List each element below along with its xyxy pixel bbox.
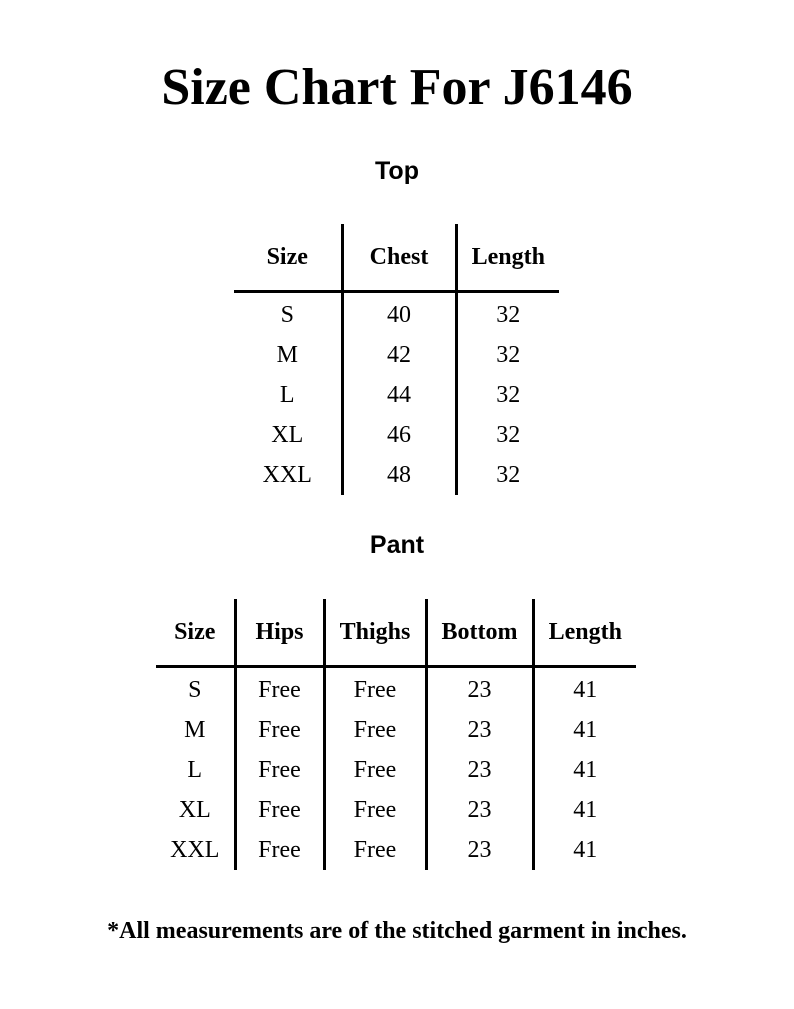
- hips-cell: Free: [235, 790, 324, 830]
- size-cell: L: [187, 756, 203, 783]
- measurement-note: *All measurements are of the stitched garment in inches.: [107, 918, 687, 944]
- length-cell: 32: [456, 292, 559, 336]
- thighs-cell: Free: [324, 790, 426, 830]
- top-size-table: [234, 224, 559, 495]
- chest-cell: 46: [342, 415, 456, 455]
- size-cell: L: [279, 381, 295, 408]
- bottom-cell: 23: [426, 790, 533, 830]
- pant-section-heading: Pant: [369, 531, 425, 559]
- length-cell: 41: [533, 710, 636, 750]
- table-header-row: [234, 224, 559, 292]
- thighs-cell: Free: [324, 750, 426, 790]
- chest-cell: 48: [342, 455, 456, 495]
- length-cell: 32: [456, 415, 559, 455]
- table-row: [156, 710, 636, 750]
- table-row: [234, 415, 559, 455]
- length-cell: 32: [456, 335, 559, 375]
- length-cell: 41: [533, 750, 636, 790]
- table-row: [156, 830, 636, 870]
- table-row: [156, 667, 636, 711]
- length-cell: 41: [533, 667, 636, 711]
- thighs-cell: Free: [324, 667, 426, 711]
- column-header-size: Size: [156, 599, 235, 667]
- column-header-size: Size: [234, 224, 342, 292]
- chest-cell: 42: [342, 335, 456, 375]
- thighs-cell: Free: [324, 710, 426, 750]
- top-section-heading: Top: [375, 157, 419, 185]
- hips-cell: Free: [235, 750, 324, 790]
- length-cell: 41: [533, 790, 636, 830]
- column-header-chest: Chest: [342, 224, 456, 292]
- size-cell: XL: [271, 421, 304, 448]
- length-cell: 32: [456, 375, 559, 415]
- column-header-bottom: Bottom: [426, 599, 533, 667]
- table-header-row: [156, 599, 636, 667]
- thighs-cell: Free: [324, 830, 426, 870]
- bottom-cell: 23: [426, 750, 533, 790]
- chest-cell: 40: [342, 292, 456, 336]
- bottom-cell: 23: [426, 710, 533, 750]
- page-title: Size Chart For J6146: [161, 59, 633, 116]
- size-cell: XL: [178, 796, 211, 823]
- bottom-cell: 23: [426, 830, 533, 870]
- length-cell: 41: [533, 830, 636, 870]
- hips-cell: Free: [235, 710, 324, 750]
- size-cell: S: [188, 676, 202, 703]
- hips-cell: Free: [235, 830, 324, 870]
- bottom-cell: 23: [426, 667, 533, 711]
- length-cell: 32: [456, 455, 559, 495]
- table-row: [156, 750, 636, 790]
- table-row: [234, 455, 559, 495]
- size-cell: M: [184, 716, 206, 743]
- size-cell: XXL: [170, 836, 220, 863]
- column-header-length: Length: [456, 224, 559, 292]
- column-header-thighs: Thighs: [324, 599, 426, 667]
- table-row: [234, 375, 559, 415]
- table-row: [234, 335, 559, 375]
- column-header-hips: Hips: [235, 599, 324, 667]
- column-header-length: Length: [533, 599, 636, 667]
- table-row: [234, 292, 559, 336]
- table-row: [156, 790, 636, 830]
- size-cell: M: [276, 341, 298, 368]
- chest-cell: 44: [342, 375, 456, 415]
- pant-size-table: [156, 599, 636, 870]
- hips-cell: Free: [235, 667, 324, 711]
- size-cell: XXL: [262, 461, 312, 488]
- size-cell: S: [280, 301, 294, 328]
